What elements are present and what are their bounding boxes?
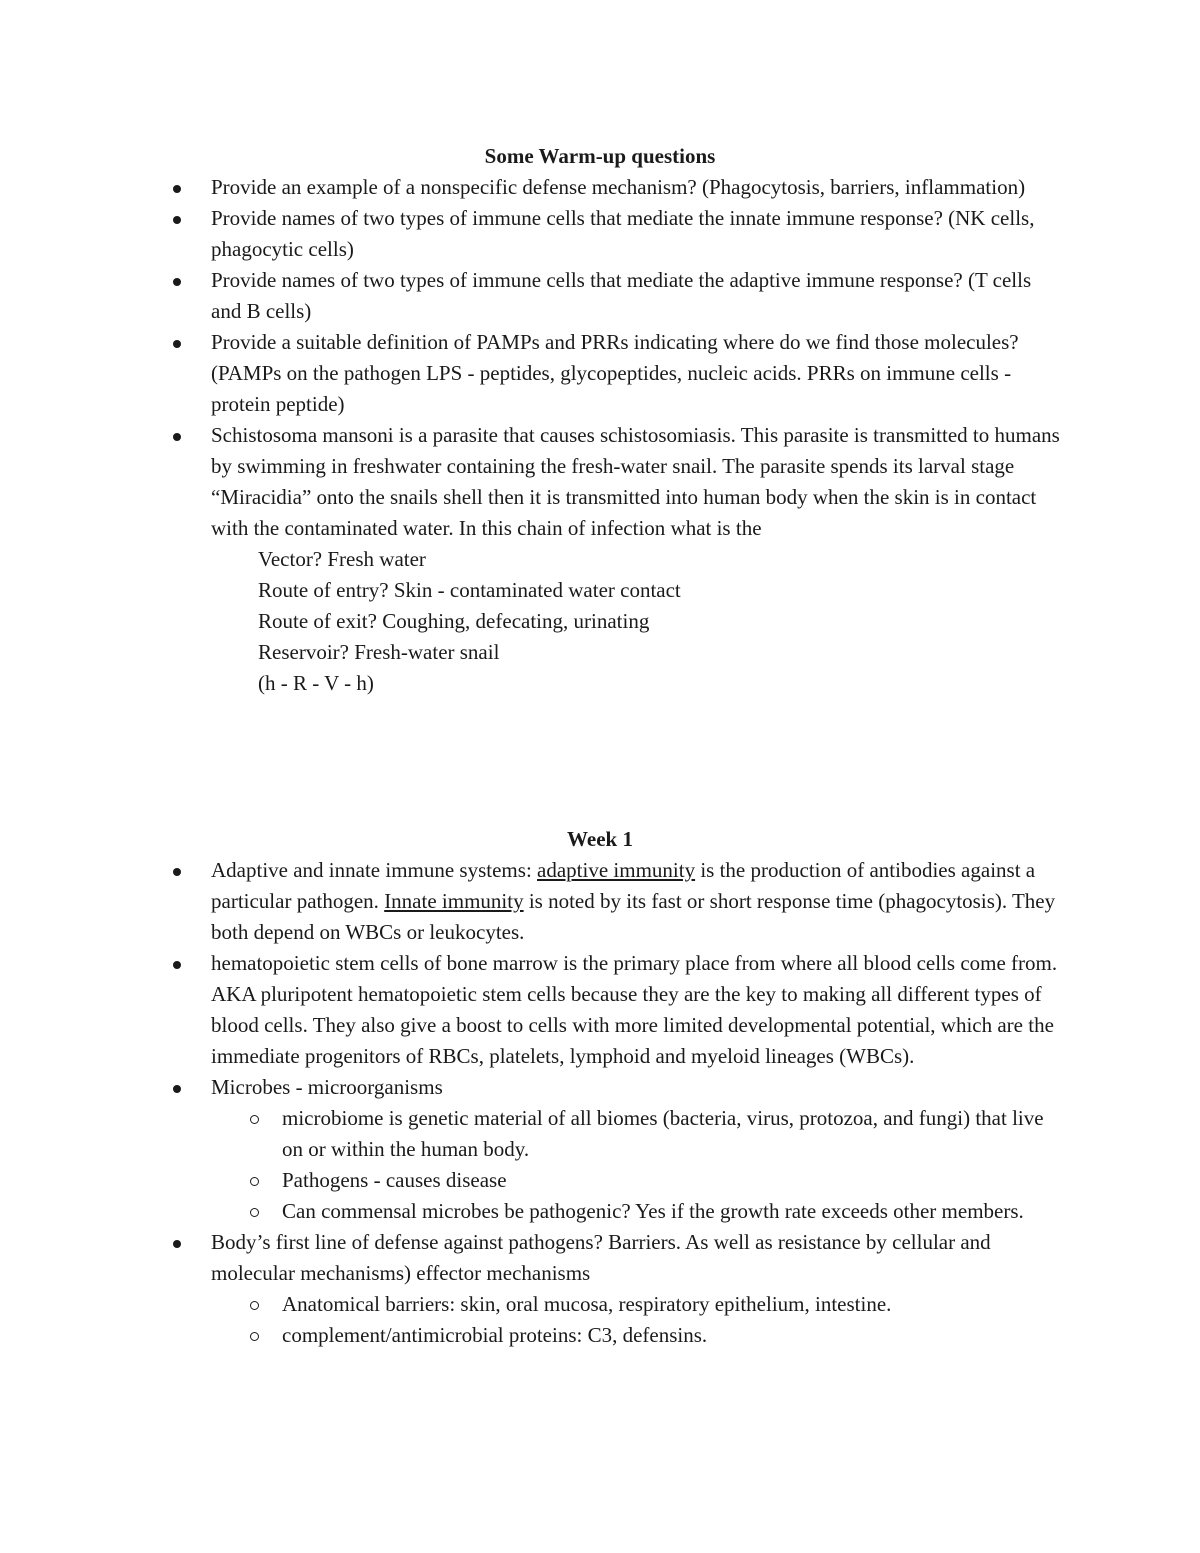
list-item xyxy=(0,203,1200,265)
adaptive-pre: Adaptive and innate immune systems: xyxy=(211,858,538,882)
warmup-heading: Some Warm-up questions xyxy=(484,144,716,168)
sub-list-item: Can commensal microbes be pathogenic? Yes if the growth rate exceeds other members. xyxy=(210,1196,1065,1227)
bullet-icon xyxy=(173,216,181,224)
question-text: Schistosoma mansoni is a parasite that causes schistosomiasis. This parasite is transmitted to humans by swimming in freshwater containing the fresh-water snail. The parasite spends its larval stage “Miracidia” onto the snails shell then it is transmitted into human body when the skin is in contact with the contaminated water. In this chain of infection what is the xyxy=(211,423,1060,540)
sub-list-item: complement/antimicrobial proteins: C3, defensins. xyxy=(210,1320,1065,1351)
circle-bullet-icon xyxy=(250,1332,259,1341)
list-item xyxy=(0,172,1200,203)
chain-summary: (h - R - V - h) xyxy=(258,671,374,695)
question-text: Provide names of two types of immune cells that mediate the adaptive immune response? (T cells and B cells) xyxy=(211,268,1032,323)
circle-bullet-icon xyxy=(250,1301,259,1310)
bullet-icon xyxy=(173,433,181,441)
bullet-icon xyxy=(173,185,181,193)
bullet-icon xyxy=(173,1240,181,1248)
hematopoietic-text: hematopoietic stem cells of bone marrow is the primary place from where all blood cells come from. AKA pluripotent hematopoietic stem cells because they are the key to making all different types of blood cells. They also give a boost to cells with more limited developmental potential, which are the immediate progenitors of RBCs, platelets, lymphoid and myeloid lineages (WBCs). xyxy=(211,951,1058,1068)
list-item xyxy=(0,420,1200,699)
question-text: Provide an example of a nonspecific defense mechanism? (Phagocytosis, barriers, inflammation) xyxy=(211,175,1026,199)
list-item xyxy=(0,265,1200,327)
defense-label: Body’s first line of defense against pathogens? Barriers. As well as resistance by cellular and molecular mechanisms) effector mechanisms xyxy=(211,1230,991,1285)
chain-vector: Vector? Fresh water xyxy=(258,547,426,571)
adaptive-post: is noted by its fast or short response time (phagocytosis). They both depend on WBCs or leukocytes. xyxy=(211,889,1056,944)
warmup-list xyxy=(0,172,1200,699)
question-text: Provide a suitable definition of PAMPs and PRRs indicating where do we find those molecules? (PAMPs on the pathogen LPS - peptides, glycopeptides, nucleic acids. PRRs on immune cells - protein peptide) xyxy=(211,330,1019,416)
sub-list-item: microbiome is genetic material of all biomes (bacteria, virus, protozoa, and fungi) that live on or within the human body. xyxy=(210,1103,1065,1165)
microbes-sublist xyxy=(211,1103,1065,1227)
adaptive-immunity-term: adaptive immunity xyxy=(537,858,696,882)
question-text: Provide names of two types of immune cells that mediate the innate immune response? (NK cells, phagocytic cells) xyxy=(211,206,1035,261)
chain-route-entry: Route of entry? Skin - contaminated water contact xyxy=(258,578,681,602)
week1-heading: Week 1 xyxy=(567,827,633,851)
chain-route-exit: Route of exit? Coughing, defecating, urinating xyxy=(258,609,650,633)
list-item xyxy=(0,1072,1200,1227)
defense-sublist xyxy=(211,1289,1065,1351)
chain-reservoir: Reservoir? Fresh-water snail xyxy=(258,640,500,664)
circle-bullet-icon xyxy=(250,1115,259,1124)
list-item xyxy=(0,327,1200,420)
bullet-icon xyxy=(173,340,181,348)
bullet-icon xyxy=(173,278,181,286)
list-item xyxy=(0,855,1200,948)
list-item xyxy=(0,948,1200,1072)
microbes-label: Microbes - microorganisms xyxy=(211,1075,443,1099)
week1-list xyxy=(0,855,1200,1351)
sub-list-item: Pathogens - causes disease xyxy=(210,1165,1065,1196)
list-item xyxy=(0,1227,1200,1351)
circle-bullet-icon xyxy=(250,1208,259,1217)
circle-bullet-icon xyxy=(250,1177,259,1186)
sub-list-item: Anatomical barriers: skin, oral mucosa, respiratory epithelium, intestine. xyxy=(210,1289,1065,1320)
bullet-icon xyxy=(173,961,181,969)
bullet-icon xyxy=(173,1085,181,1093)
bullet-icon xyxy=(173,868,181,876)
adaptive-mid: is the production of antibodies against a particular pathogen. xyxy=(211,858,1036,913)
innate-immunity-term: Innate immunity xyxy=(384,889,524,913)
